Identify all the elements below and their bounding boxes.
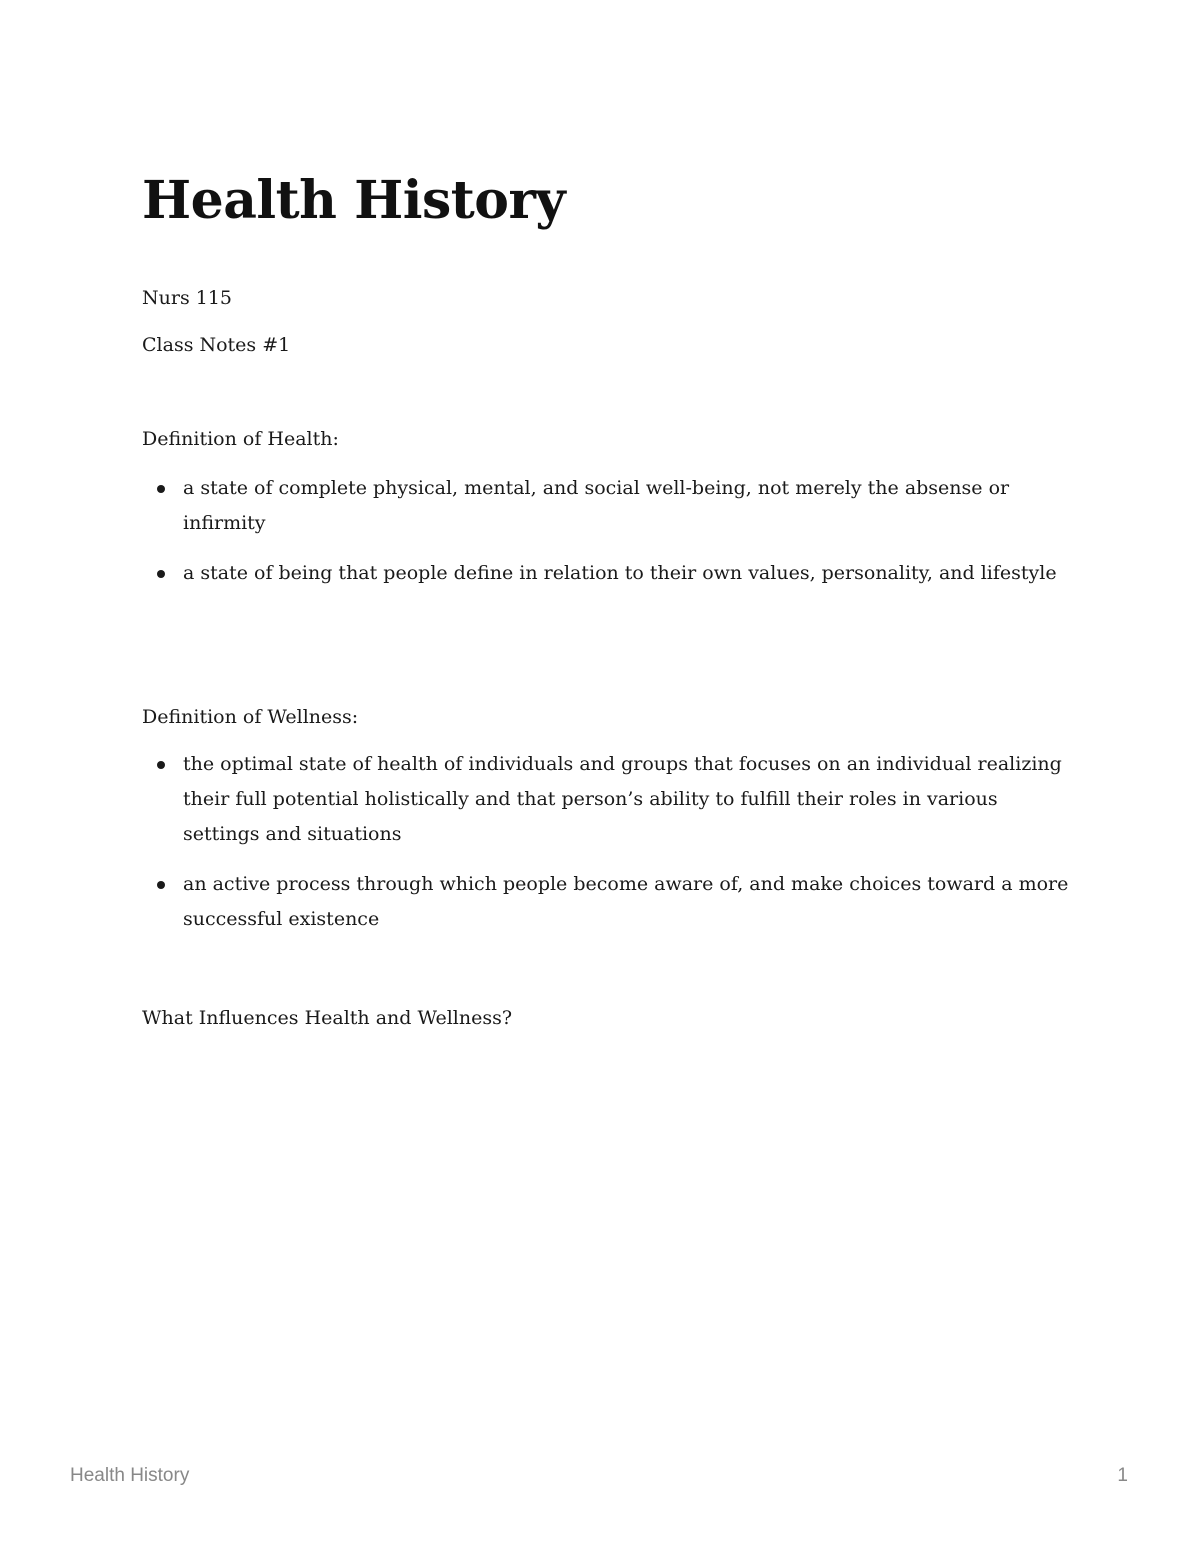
list-item [142, 867, 1072, 937]
bullet-icon [157, 761, 165, 769]
list-item [142, 556, 1072, 591]
bullet-icon [157, 485, 165, 493]
health-definition-heading: Definition of Health: [142, 428, 339, 450]
list-item-text: an active process through which people become aware of, and make choices toward a more successful existence [183, 873, 1069, 930]
bullet-icon [157, 570, 165, 578]
course-label: Nurs 115 [142, 287, 232, 309]
list-item [142, 471, 1072, 541]
list-item-text: the optimal state of health of individuals and groups that focuses on an individual realizing their full potential holistically and that person’s ability to fulfill their roles in various settings and situations [183, 753, 1062, 845]
class-notes-label: Class Notes #1 [142, 334, 291, 356]
bullet-icon [157, 881, 165, 889]
footer-document-title: Health History [70, 1465, 190, 1486]
footer-page-number: 1 [1117, 1465, 1128, 1486]
list-item-text: a state of being that people define in relation to their own values, personality, and lifestyle [183, 562, 1057, 584]
list-item-text: a state of complete physical, mental, and social well-being, not merely the absense or infirmity [183, 477, 1010, 534]
wellness-definition-list [142, 747, 1072, 952]
document-title: Health History [142, 170, 566, 231]
influences-heading: What Influences Health and Wellness? [142, 1007, 513, 1029]
wellness-definition-heading: Definition of Wellness: [142, 706, 359, 728]
health-definition-list [142, 471, 1072, 606]
list-item [142, 747, 1072, 852]
